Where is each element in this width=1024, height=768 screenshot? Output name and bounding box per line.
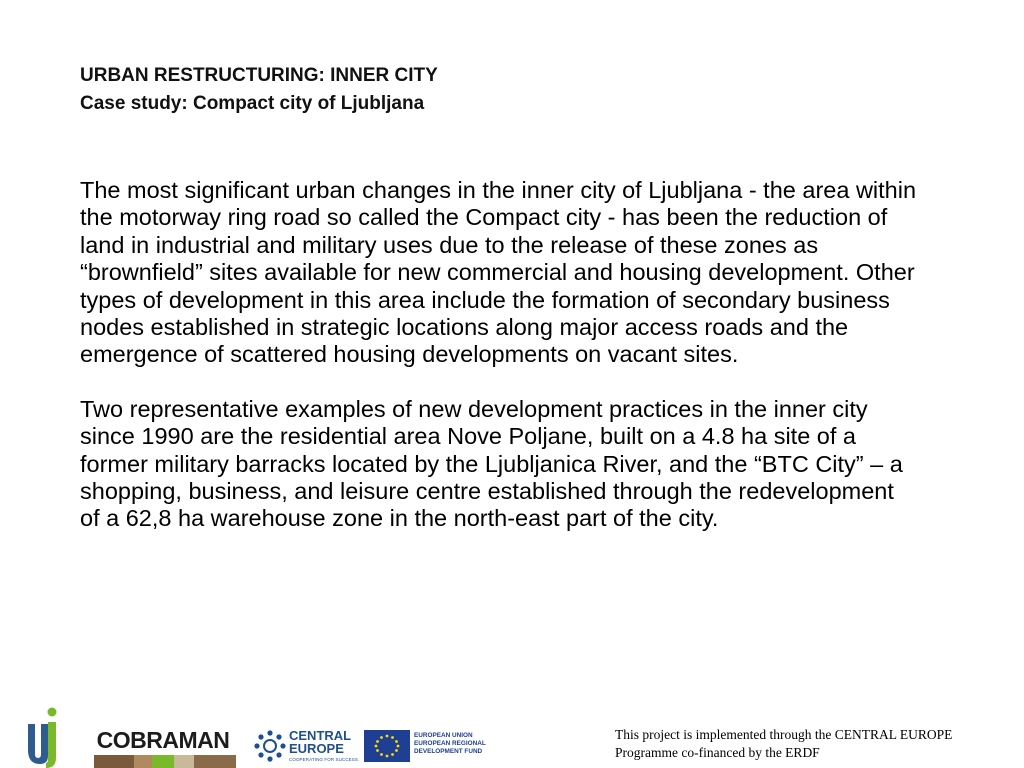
central-europe-wordmark [289,729,351,755]
central-europe-line2: EUROPE [289,741,344,756]
footer-note [615,726,952,762]
cobraman-wordmark: COBRAMAN [96,727,230,753]
central-europe-star-icon [253,729,287,763]
central-europe-tagline: COOPERATING FOR SUCCESS. [289,757,360,762]
cobraman-color-strip [94,755,236,768]
eu-line2: EUROPEAN REGIONAL [414,740,486,747]
eu-flag-icon [364,730,410,762]
footer-note-line2: Programme co-financed by the ERDF [615,745,820,760]
uj-logo [26,706,60,768]
eu-wordmark [414,732,486,756]
central-europe-line1: CENTRAL [289,728,352,743]
title-block [80,62,438,118]
page-title: URBAN RESTRUCTURING: INNER CITY [80,65,438,86]
page-subtitle: Case study: Compact city of Ljubljana [80,93,425,114]
eu-line3: DEVELOPMENT FUND [414,748,483,755]
paragraph: The most significant urban changes in the inner city of Ljubljana - the area within the motorway ring road so called the Compact city - has been the reduction of land in industrial and military uses due to the release of these zones as “brownfield” sites available for new commercial and housing development. Other types of development in this area include the formation of secondary business nodes established in strategic locations along major access roads and the emergence of scattered housing developments on vacant sites. [80,177,917,368]
eu-logo [364,730,486,762]
body-text [80,177,920,533]
central-europe-logo [253,727,358,765]
cobraman-logo [90,727,236,768]
eu-line1: EUROPEAN UNION [414,732,473,739]
footer-note-line1: This project is implemented through the CENTRAL EUROPE [615,727,953,742]
paragraph: Two representative examples of new development practices in the inner city since 1990 are the residential area Nove Poljane, built on a 4.8 ha site of a former military barracks located by the Ljubljanica River, and the “BTC City” – a shopping, business, and leisure centre established through the redevelopment of a 62,8 ha warehouse zone in the north-east part of the city. [80,395,903,532]
